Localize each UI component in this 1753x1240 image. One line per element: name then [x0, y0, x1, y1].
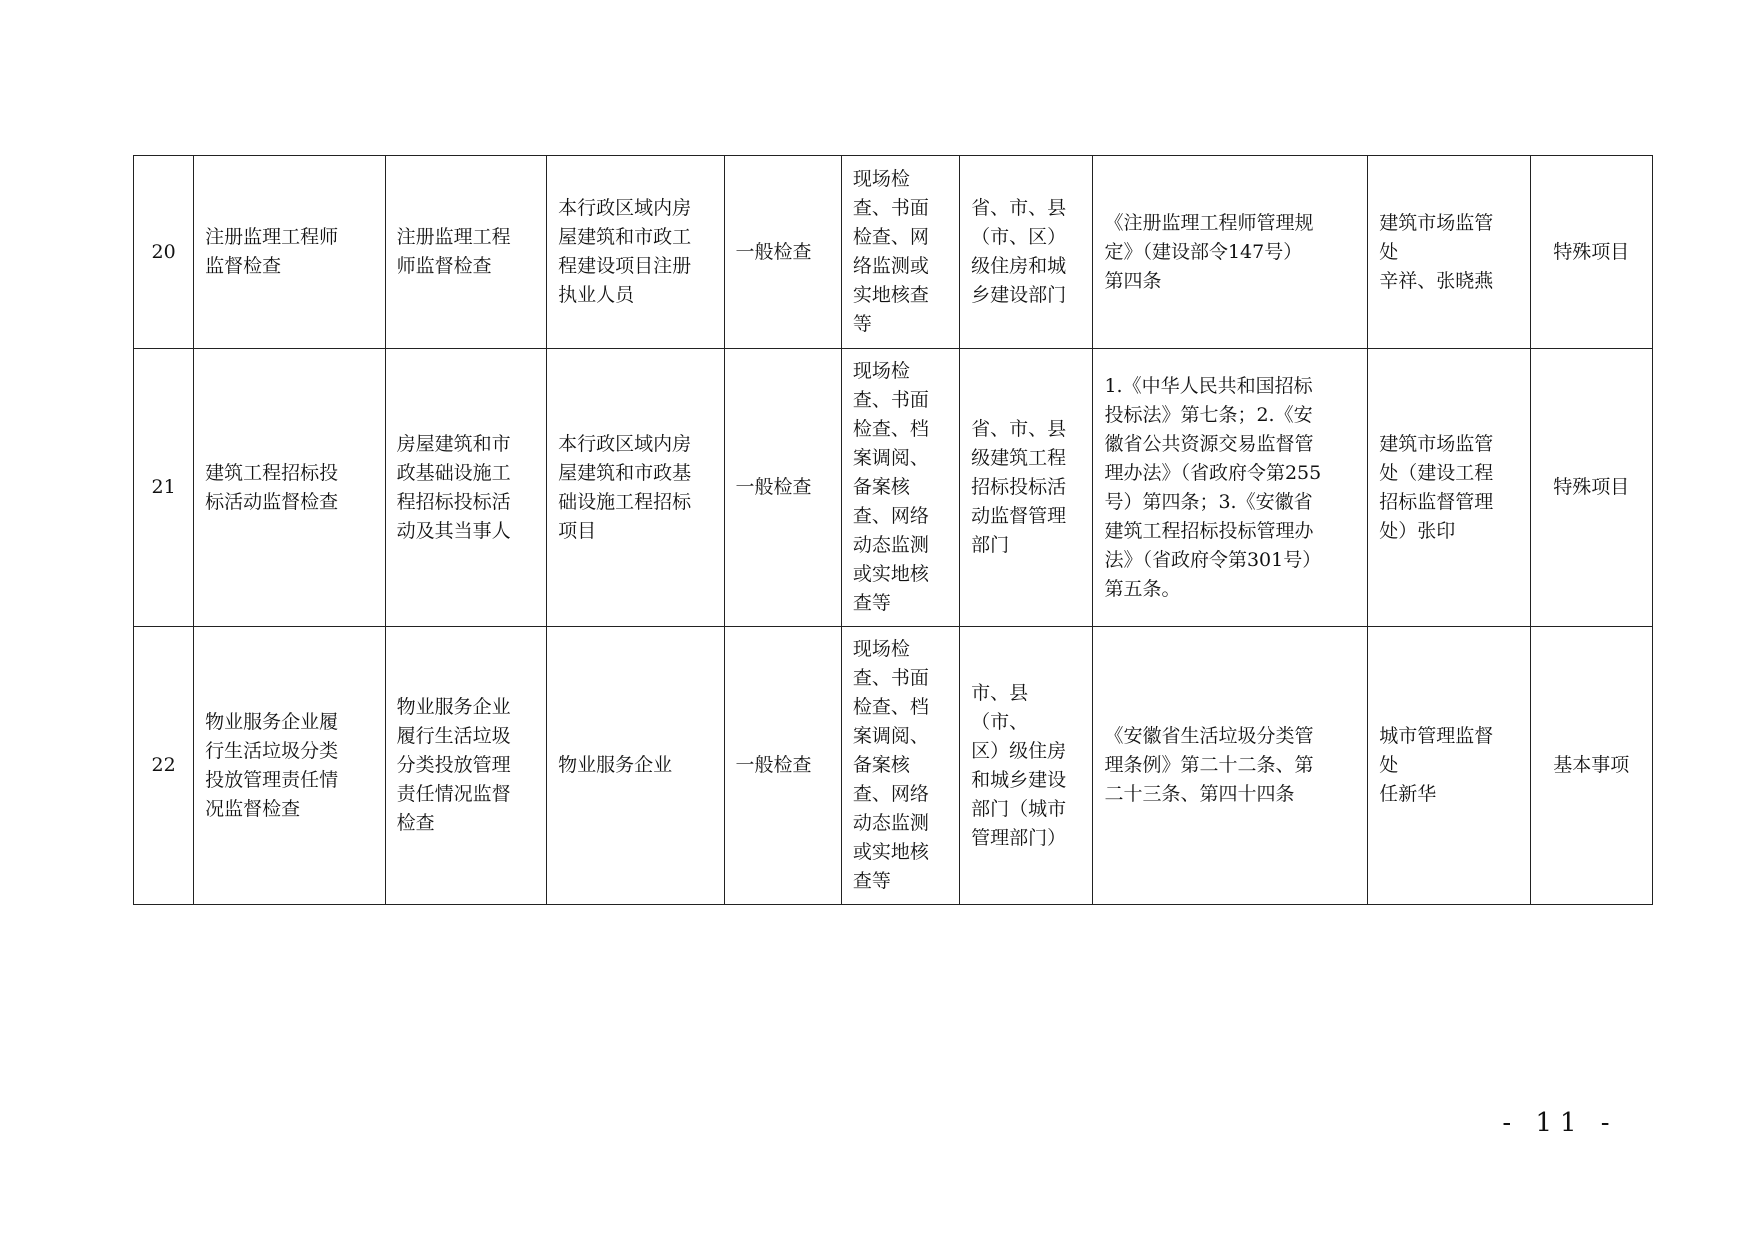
inspection-item-name: 注册监理工程师 监督检查 — [194, 156, 386, 349]
table-row — [134, 156, 1653, 349]
inspection-type: 一般检查 — [724, 627, 841, 905]
inspection-table-container — [133, 155, 1653, 905]
inspection-object: 物业服务企业 — [547, 627, 724, 905]
inspection-content: 房屋建筑和市 政基础设施工 程招标投标活 动及其当事人 — [385, 349, 546, 627]
item-category: 特殊项目 — [1530, 349, 1652, 627]
legal-basis: 《安徽省生活垃圾分类管 理条例》第二十二条、第 二十三条、第四十四条 — [1093, 627, 1368, 905]
row-number: 21 — [134, 349, 194, 627]
inspection-object: 本行政区域内房 屋建筑和市政基 础设施工程招标 项目 — [547, 349, 724, 627]
legal-basis: 《注册监理工程师管理规 定》（建设部令147号） 第四条 — [1093, 156, 1368, 349]
responsible-department: 建筑市场监管 处 辛祥、张晓燕 — [1368, 156, 1530, 349]
inspection-item-name: 建筑工程招标投 标活动监督检查 — [194, 349, 386, 627]
responsible-department: 建筑市场监管 处（建设工程 招标监督管理 处）张印 — [1368, 349, 1530, 627]
inspection-subject: 省、市、县 级建筑工程 招标投标活 动监督管理 部门 — [960, 349, 1093, 627]
inspection-type: 一般检查 — [724, 349, 841, 627]
inspection-method: 现场检 查、书面 检查、网 络监测或 实地核查 等 — [841, 156, 959, 349]
table-row — [134, 349, 1653, 627]
page-number: - 11 - — [1502, 1108, 1618, 1138]
row-number: 22 — [134, 627, 194, 905]
inspection-object: 本行政区域内房 屋建筑和市政工 程建设项目注册 执业人员 — [547, 156, 724, 349]
item-category: 特殊项目 — [1530, 156, 1652, 349]
responsible-department: 城市管理监督 处 任新华 — [1368, 627, 1530, 905]
legal-basis: 1.《中华人民共和国招标 投标法》第七条；2.《安 徽省公共资源交易监督管 理办法》（省政府令第255 号）第四条；3.《安徽省 建筑工程招标投标管理办 法》（省政府令第301号） 第五条。 — [1093, 349, 1368, 627]
inspection-subject: 市、县（市、 区）级住房 和城乡建设 部门（城市 管理部门） — [960, 627, 1093, 905]
inspection-items-table — [133, 155, 1653, 905]
table-row — [134, 627, 1653, 905]
inspection-type: 一般检查 — [724, 156, 841, 349]
inspection-content: 物业服务企业 履行生活垃圾 分类投放管理 责任情况监督 检查 — [385, 627, 546, 905]
inspection-method: 现场检 查、书面 检查、档 案调阅、 备案核 查、网络 动态监测 或实地核 查等 — [841, 349, 959, 627]
inspection-content: 注册监理工程 师监督检查 — [385, 156, 546, 349]
item-category: 基本事项 — [1530, 627, 1652, 905]
row-number: 20 — [134, 156, 194, 349]
inspection-method: 现场检 查、书面 检查、档 案调阅、 备案核 查、网络 动态监测 或实地核 查等 — [841, 627, 959, 905]
inspection-subject: 省、市、县 （市、区） 级住房和城 乡建设部门 — [960, 156, 1093, 349]
inspection-item-name: 物业服务企业履 行生活垃圾分类 投放管理责任情 况监督检查 — [194, 627, 386, 905]
